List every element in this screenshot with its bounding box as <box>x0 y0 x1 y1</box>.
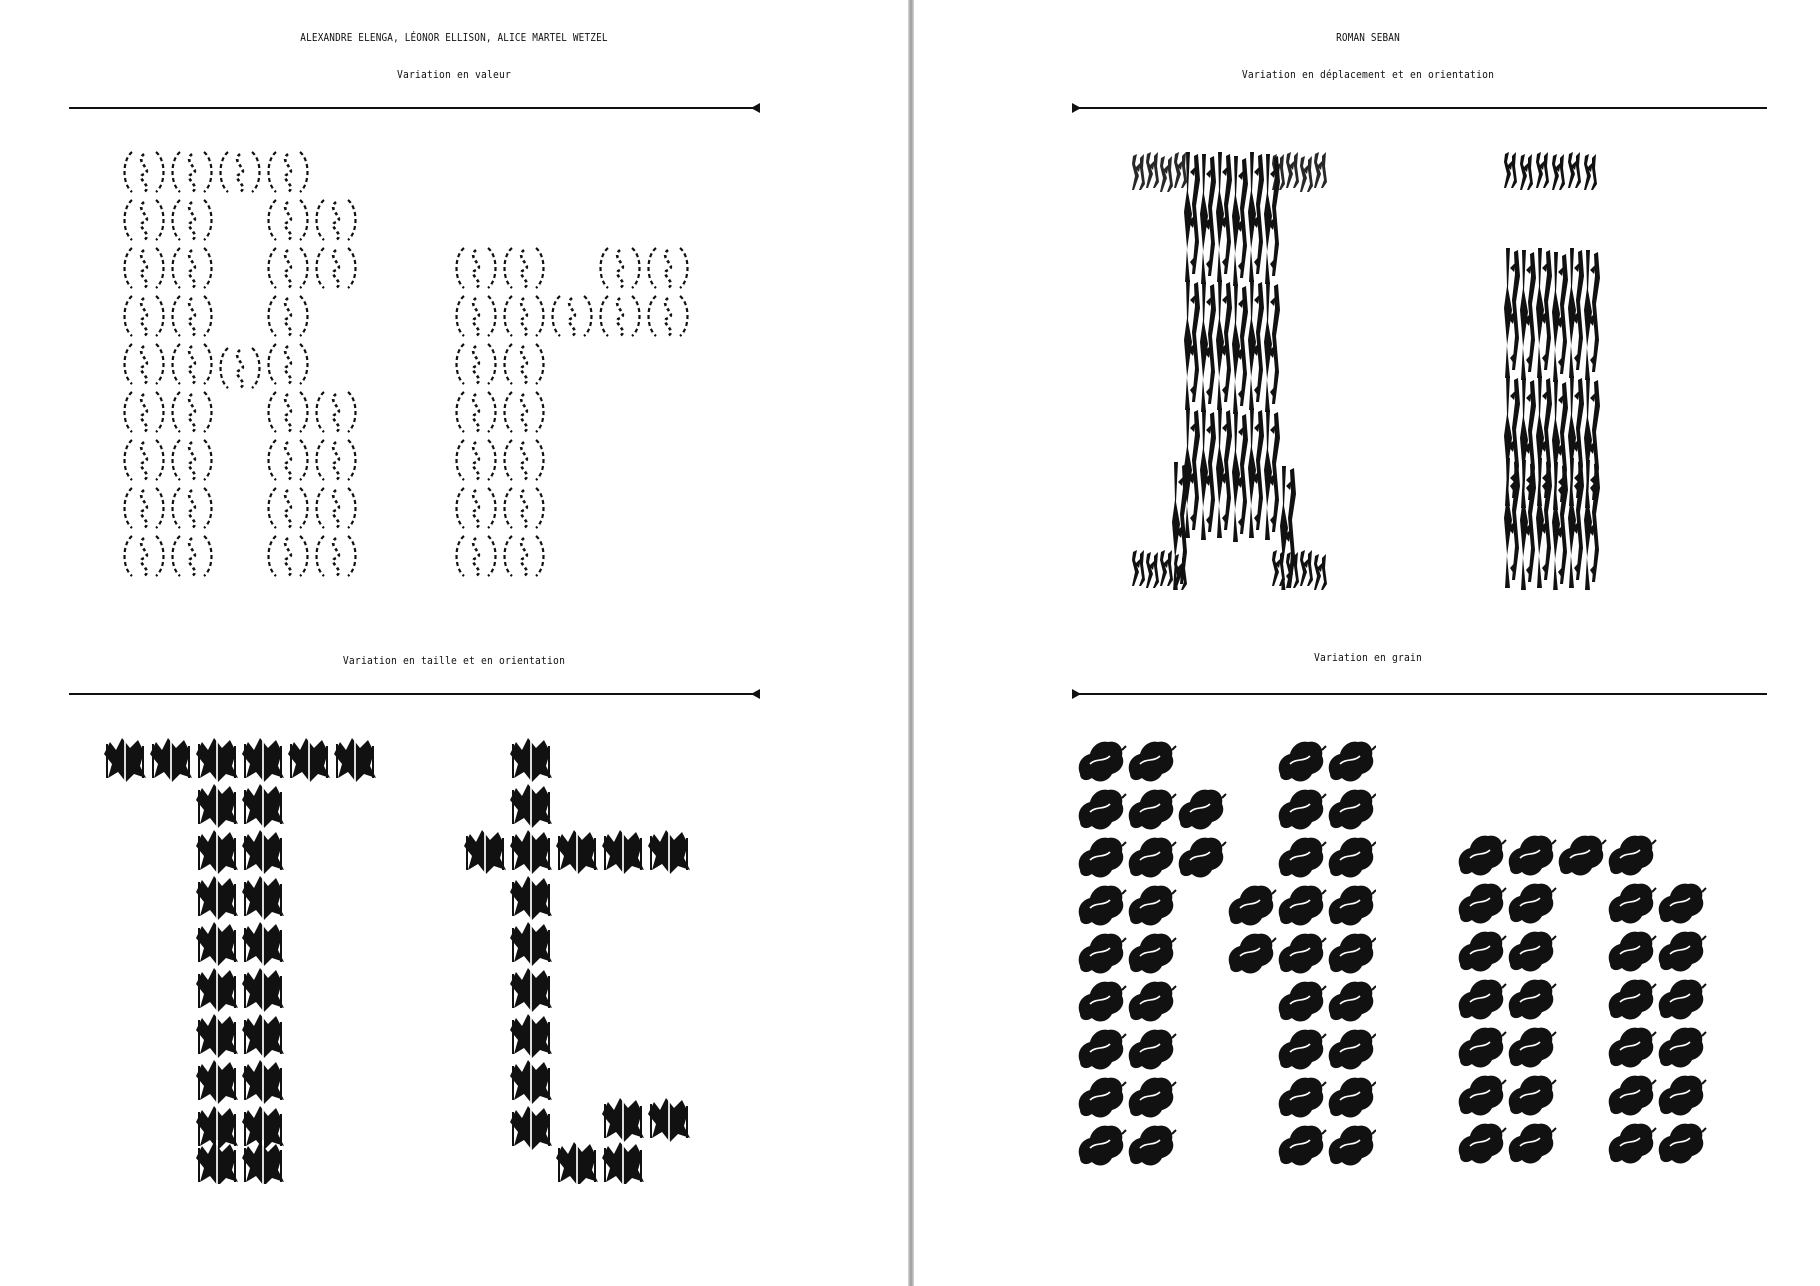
right-author: ROMAN SEBAN <box>1336 31 1400 44</box>
i-stem <box>1504 248 1600 590</box>
letter-r-pattern <box>452 244 702 592</box>
T-stem <box>196 782 284 1184</box>
section-rule <box>69 693 756 695</box>
arrowhead-left-icon <box>751 689 760 699</box>
h-stem <box>1079 742 1176 1166</box>
r-stem <box>457 248 544 576</box>
caption-variation-taille: Variation en taille et en orientation <box>342 654 566 667</box>
left-page <box>0 0 908 1286</box>
section-rule <box>1074 693 1767 695</box>
I-stem <box>1172 152 1296 590</box>
n-left-stem <box>1459 884 1556 1164</box>
letter-I-pattern <box>1132 152 1332 590</box>
letter-t-pattern <box>456 736 736 1184</box>
A-left-stem <box>125 152 212 576</box>
section-rule <box>69 107 756 109</box>
t-foot <box>556 1096 690 1184</box>
A-top-bar <box>221 152 308 192</box>
letter-n-pattern <box>1456 832 1716 1178</box>
i-dot <box>1504 152 1597 190</box>
caption-variation-grain: Variation en grain <box>1313 651 1423 664</box>
T-bar <box>104 736 376 782</box>
caption-variation-valeur: Variation en valeur <box>396 68 512 81</box>
caption-variation-deplacement: Variation en déplacement et en orientation <box>1241 68 1495 81</box>
I-bottom-serif <box>1132 550 1327 590</box>
A-right-stem <box>269 200 356 576</box>
n-top <box>1459 836 1656 876</box>
right-page <box>914 0 1820 1286</box>
letter-i-pattern <box>1504 152 1600 590</box>
n-right-stem <box>1609 884 1706 1164</box>
arrowhead-left-icon <box>751 103 760 113</box>
t-stem <box>510 736 598 1150</box>
h-shoulder <box>1179 790 1276 974</box>
h-right-stem <box>1279 742 1376 1166</box>
letter-A-pattern <box>120 148 380 588</box>
A-crossbar <box>221 348 260 388</box>
left-author: ALEXANDRE ELENGA, LÉONOR ELLISON, ALICE MARTEL WETZEL <box>300 31 608 44</box>
r-arm <box>553 248 688 336</box>
letter-h-pattern <box>1076 738 1376 1178</box>
section-rule <box>1074 107 1767 109</box>
letter-T-pattern <box>100 736 380 1184</box>
